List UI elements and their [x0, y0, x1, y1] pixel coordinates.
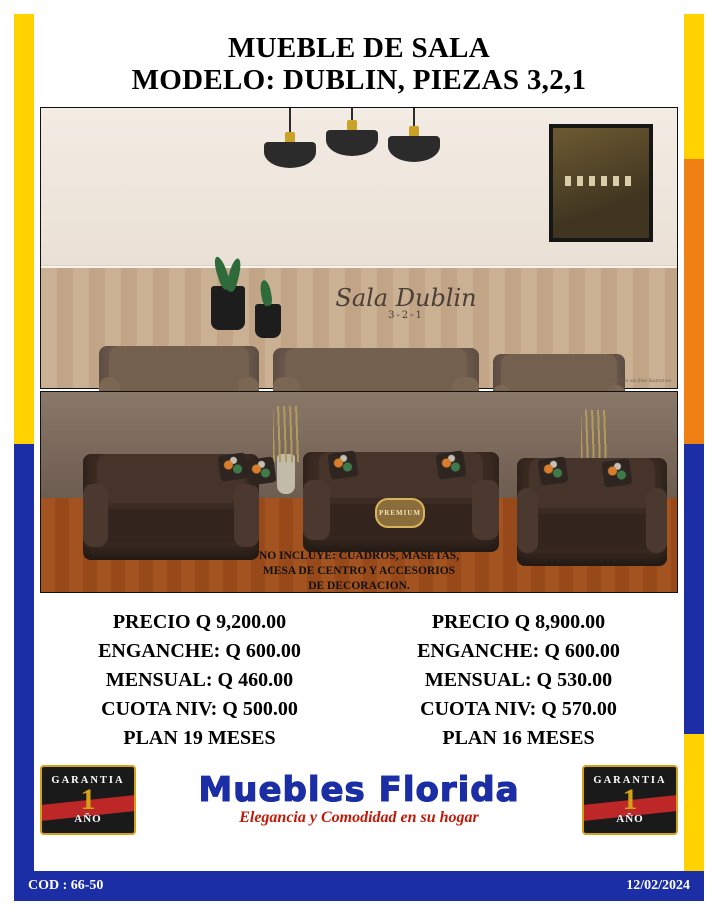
pendant-lamp-icon: [413, 108, 415, 130]
guarantee-number: 1: [622, 782, 638, 816]
photo-script-label: [321, 283, 491, 322]
title-line-2: MODELO: DUBLIN, PIEZAS 3,2,1: [131, 64, 587, 97]
price-downpayment: ENGANCHE: Q 600.00: [417, 639, 620, 662]
wall-art-frame: [549, 124, 653, 242]
guarantee-unit: AÑO: [74, 812, 102, 825]
guarantee-seal-right: [582, 765, 678, 835]
guarantee-unit: AÑO: [616, 812, 644, 825]
brand-name: Muebles Florida: [136, 773, 582, 807]
product-photo-living-room-light: [40, 107, 678, 389]
decor-bar-right-orange: [684, 159, 704, 444]
pendant-lamp-icon: [351, 108, 353, 124]
footer-bar: [14, 871, 704, 901]
page-title: [40, 32, 678, 97]
decor-bar-left-blue: [14, 444, 34, 884]
disclaimer-line-3: DE DECORACION.: [308, 579, 410, 592]
footer-date: 12/02/2024: [626, 878, 690, 893]
guarantee-label: GARANTIA: [593, 774, 667, 786]
throw-pillow: [435, 450, 466, 480]
plant-pot: [211, 286, 245, 330]
brand-logo: [136, 769, 582, 827]
sofa-arm-left: [517, 488, 538, 553]
premium-badge: PREMIUM: [375, 498, 425, 528]
decor-bar-left-yellow: [14, 14, 34, 444]
price-level-quota: CUOTA NIV: Q 570.00: [420, 697, 617, 720]
throw-pillow: [245, 456, 276, 486]
sofa-arm-right: [472, 480, 499, 540]
guarantee-label: GARANTIA: [51, 774, 125, 786]
price-downpayment: ENGANCHE: Q 600.00: [98, 639, 301, 662]
title-line-1: MUEBLE DE SALA: [227, 32, 491, 64]
throw-pillow: [537, 456, 568, 486]
price-total: PRECIO Q 8,900.00: [431, 610, 606, 633]
script-sub: 3-2-1: [388, 310, 424, 322]
price-level-quota: CUOTA NIV: Q 500.00: [101, 697, 298, 720]
product-code: COD : 66-50: [28, 878, 104, 893]
exclusion-disclaimer: [40, 549, 678, 594]
sofa-arm-right: [646, 488, 667, 553]
sofa-arm-left: [303, 480, 330, 540]
guarantee-seal-left: [40, 765, 136, 835]
footer-logos: [40, 765, 678, 835]
price-monthly: MENSUAL: Q 460.00: [105, 668, 294, 691]
decor-bar-right-blue: [684, 444, 704, 734]
script-main: Sala Dublin: [335, 283, 477, 312]
flyer-content: [40, 26, 678, 865]
price-monthly: MENSUAL: Q 530.00: [424, 668, 613, 691]
price-total: PRECIO Q 9,200.00: [112, 610, 287, 633]
throw-pillow: [601, 458, 632, 488]
decor-bar-right-yellow: [684, 14, 704, 159]
brand-tagline: Elegancia y Comodidad en su hogar: [239, 808, 479, 826]
pendant-lamp-icon: [289, 108, 291, 136]
disclaimer-line-1: NO INCLUYE: CUADROS, MASETAS,: [258, 549, 460, 562]
throw-pillow: [217, 452, 248, 482]
price-column-plan-16: [359, 608, 678, 753]
throw-pillow: [327, 450, 358, 480]
price-column-plan-19: [40, 608, 359, 753]
price-table: [40, 608, 678, 753]
decor-bar-right-yellow-lower: [684, 734, 704, 884]
plant-pot: [255, 304, 281, 338]
price-plan-months: PLAN 19 MESES: [123, 726, 276, 749]
guarantee-number: 1: [80, 782, 96, 816]
sofa-seat: [525, 514, 660, 549]
disclaimer-line-2: MESA DE CENTRO Y ACCESORIOS: [262, 564, 456, 577]
sofa-back: [285, 348, 466, 397]
sofa-seat: [92, 509, 250, 543]
sofa-arm-right: [234, 484, 259, 548]
sofa-arm-left: [83, 484, 108, 548]
photo-fineprint: *Imágenes son fines ilustrativos: [606, 378, 671, 384]
decor-dried-grass: [273, 406, 299, 462]
price-plan-months: PLAN 16 MESES: [442, 726, 595, 749]
